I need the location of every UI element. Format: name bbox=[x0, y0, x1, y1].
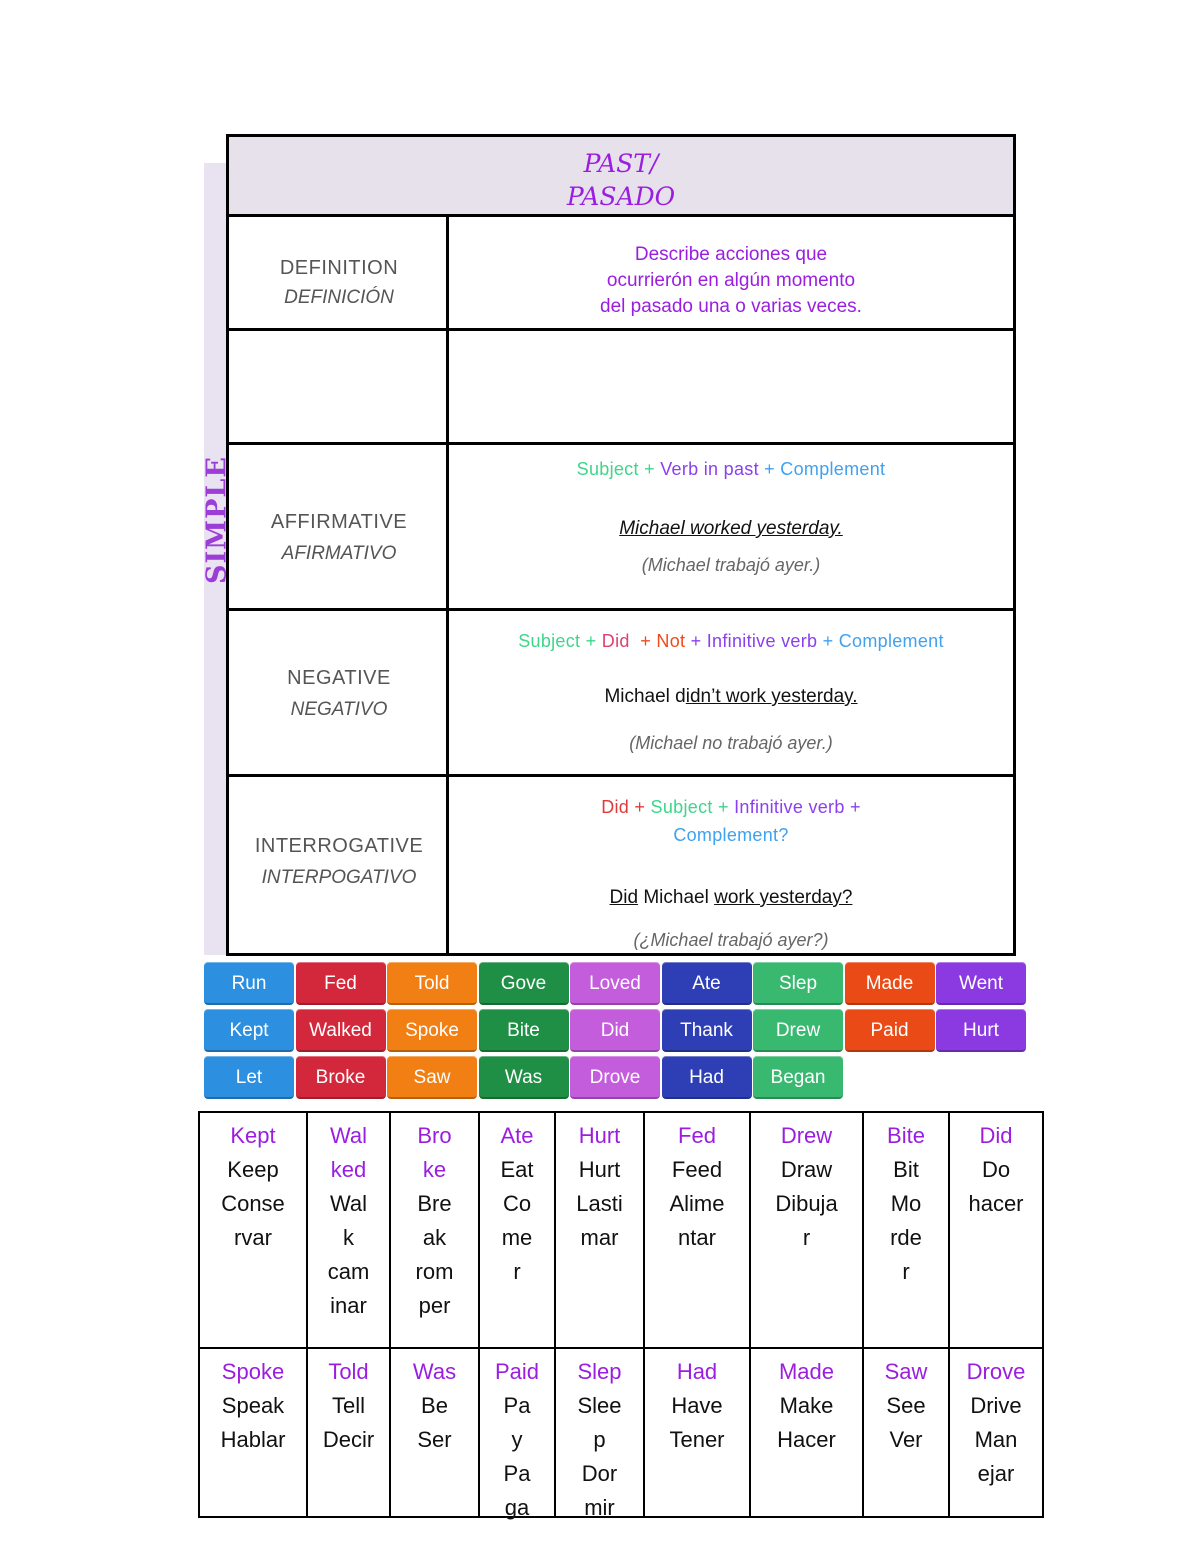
vocab-translation-line: inar bbox=[330, 1293, 367, 1318]
definition-row bbox=[229, 217, 1013, 331]
vocab-past-form: Hurt bbox=[578, 1123, 621, 1148]
vocab-past-form: Wal bbox=[329, 1123, 368, 1148]
formula-segment: Complement bbox=[780, 459, 886, 479]
affirmative-example: Michael worked yesterday. bbox=[619, 518, 843, 539]
vocab-translation-line: Slee bbox=[577, 1393, 622, 1418]
vocab-cell bbox=[556, 1349, 645, 1520]
vocab-translation-line: Alime bbox=[669, 1191, 725, 1216]
vocab-past-form: ke bbox=[422, 1157, 447, 1182]
vocab-translation-line: r bbox=[902, 1259, 910, 1284]
negative-text-cell bbox=[449, 611, 1013, 774]
verb-tile: Ate bbox=[662, 962, 752, 1005]
vocab-translation-line: Lasti bbox=[576, 1191, 623, 1216]
vocab-translation-line: Speak bbox=[221, 1393, 285, 1418]
definition-line-1: Describe acciones que bbox=[634, 244, 828, 265]
vocab-translation-line: Bre bbox=[417, 1191, 452, 1216]
formula-segment: Verb in past bbox=[660, 459, 759, 479]
negative-example-start: Michael d bbox=[604, 686, 686, 707]
vocab-translation-line: rde bbox=[890, 1225, 922, 1250]
definition-label-en: DEFINITION bbox=[279, 257, 399, 279]
vocab-past-form: Had bbox=[676, 1359, 718, 1384]
formula-segment: + bbox=[817, 631, 839, 651]
verb-tile: Told bbox=[387, 962, 477, 1005]
vocab-translation-line: r bbox=[513, 1259, 521, 1284]
vocab-cell bbox=[751, 1113, 864, 1347]
formula-segment: + bbox=[638, 459, 661, 479]
vocab-row-1 bbox=[200, 1113, 1042, 1349]
interrogative-label-cell bbox=[229, 777, 449, 953]
verb-tile: Kept bbox=[204, 1009, 294, 1052]
vocab-cell bbox=[200, 1113, 308, 1347]
empty-row bbox=[229, 331, 1013, 445]
verb-tile: Paid bbox=[845, 1009, 935, 1052]
formula-segment: + bbox=[712, 797, 735, 817]
formula-segment: + bbox=[758, 459, 781, 479]
vocab-cell bbox=[645, 1113, 751, 1347]
formula-segment: Subject bbox=[576, 459, 639, 479]
vocabulary-table bbox=[198, 1111, 1044, 1518]
vocab-translation-line: Have bbox=[671, 1393, 723, 1418]
affirmative-formula bbox=[449, 459, 1013, 480]
vocab-translation-line: hacer bbox=[968, 1191, 1024, 1216]
grammar-table bbox=[226, 134, 1016, 956]
verb-tile: Broke bbox=[296, 1056, 386, 1099]
negative-translation: (Michael no trabajó ayer.) bbox=[629, 733, 833, 753]
formula-segment: Infinitive verb bbox=[734, 797, 845, 817]
side-label-text: SIMPLE bbox=[201, 456, 233, 584]
definition-line-2: ocurrierón en algún momento bbox=[606, 270, 856, 291]
vocab-translation-line: k bbox=[343, 1225, 354, 1250]
vocab-translation-line: Wal bbox=[329, 1191, 368, 1216]
vocab-row-2 bbox=[200, 1349, 1042, 1520]
formula-segment: Complement bbox=[838, 631, 944, 651]
formula-segment: + bbox=[629, 797, 651, 817]
negative-example bbox=[449, 686, 1013, 708]
vocab-translation-line: Ser bbox=[417, 1427, 452, 1452]
vocab-translation-line: ejar bbox=[977, 1461, 1015, 1486]
formula-segment: + bbox=[685, 631, 707, 651]
vocab-cell bbox=[950, 1349, 1042, 1516]
empty-text-cell bbox=[449, 331, 1013, 442]
verb-tile: Had bbox=[662, 1056, 752, 1099]
vocab-translation-line: me bbox=[501, 1225, 533, 1250]
verb-tile: Loved bbox=[570, 962, 660, 1005]
vocab-translation-line: Pa bbox=[503, 1393, 531, 1418]
interrogative-translation: (¿Michael trabajó ayer?) bbox=[633, 930, 829, 950]
verb-tile: Walked bbox=[296, 1009, 386, 1052]
vocab-cell bbox=[480, 1349, 556, 1520]
vocab-cell bbox=[556, 1113, 645, 1347]
verb-tile: Let bbox=[204, 1056, 294, 1099]
vocab-past-form: Drew bbox=[780, 1123, 833, 1148]
vocab-past-form: Bite bbox=[887, 1123, 925, 1148]
vocab-translation-line: Pa bbox=[503, 1461, 531, 1486]
formula-segment: Subject bbox=[650, 797, 713, 817]
vocab-translation-line: Draw bbox=[780, 1157, 833, 1182]
vocab-translation-line: Ver bbox=[889, 1427, 923, 1452]
vocab-translation-line: rvar bbox=[234, 1225, 272, 1250]
vocab-past-form: Paid bbox=[494, 1359, 540, 1384]
interrogative-example-did: Did bbox=[609, 887, 639, 908]
vocab-translation-line: Eat bbox=[500, 1157, 534, 1182]
vocab-translation-line: cam bbox=[327, 1259, 370, 1284]
affirmative-row bbox=[229, 445, 1013, 611]
vocab-translation-line: Feed bbox=[671, 1157, 723, 1182]
verb-tile: Began bbox=[753, 1056, 843, 1099]
vocab-past-form: Spoke bbox=[221, 1359, 285, 1384]
verb-tile: Fed bbox=[296, 962, 386, 1005]
verb-tile: Bite bbox=[479, 1009, 569, 1052]
vocab-translation-line: mar bbox=[580, 1225, 619, 1250]
table-header bbox=[229, 137, 1013, 217]
vocab-translation-line: mir bbox=[584, 1495, 615, 1520]
vocab-translation-line: Mo bbox=[890, 1191, 922, 1216]
negative-label-en: NEGATIVE bbox=[287, 667, 391, 689]
affirmative-label-es: AFIRMATIVO bbox=[281, 543, 397, 564]
verb-tile: Did bbox=[570, 1009, 660, 1052]
vocab-translation-line: Keep bbox=[227, 1157, 279, 1182]
vocab-past-form: Was bbox=[412, 1359, 457, 1384]
vocab-translation-line: y bbox=[511, 1427, 523, 1452]
vocab-cell bbox=[480, 1113, 556, 1347]
vocab-translation-line: rom bbox=[415, 1259, 454, 1284]
vocab-translation-line: Drive bbox=[970, 1393, 1022, 1418]
verb-tile: Gove bbox=[479, 962, 569, 1005]
vocab-translation-line: Bit bbox=[893, 1157, 919, 1182]
verb-tile: Spoke bbox=[387, 1009, 477, 1052]
vocab-translation-line: Hacer bbox=[777, 1427, 836, 1452]
verb-tile: Run bbox=[204, 962, 294, 1005]
vocab-past-form: ked bbox=[330, 1157, 367, 1182]
verb-tile: Went bbox=[936, 962, 1026, 1005]
vocab-cell bbox=[391, 1113, 480, 1347]
negative-row bbox=[229, 611, 1013, 777]
vocab-past-form: Fed bbox=[678, 1123, 716, 1148]
vocab-past-form: Told bbox=[328, 1359, 369, 1384]
vocab-translation-line: Dor bbox=[581, 1461, 618, 1486]
vocab-translation-line: Decir bbox=[322, 1427, 375, 1452]
vocab-translation-line: r bbox=[802, 1225, 811, 1250]
vocab-cell bbox=[751, 1349, 864, 1516]
vocab-cell bbox=[645, 1349, 751, 1516]
vocab-translation-line: Hurt bbox=[578, 1157, 621, 1182]
vocab-translation-line: p bbox=[593, 1427, 606, 1452]
verb-tile: Thank bbox=[662, 1009, 752, 1052]
vocab-translation-line: Conse bbox=[221, 1191, 285, 1216]
verb-tile: Drew bbox=[753, 1009, 843, 1052]
vocab-cell bbox=[864, 1349, 950, 1516]
vocab-translation-line: ak bbox=[422, 1225, 447, 1250]
negative-example-underlined: idn’t work yesterday. bbox=[685, 686, 858, 707]
formula-segment: Not bbox=[656, 631, 686, 651]
negative-label-cell bbox=[229, 611, 449, 774]
interrogative-text-cell bbox=[449, 777, 1013, 953]
vocab-past-form: Did bbox=[979, 1123, 1013, 1148]
verb-tile: Made bbox=[845, 962, 935, 1005]
vocab-translation-line: See bbox=[886, 1393, 926, 1418]
interrogative-formula-line-1 bbox=[449, 797, 1013, 818]
vocab-translation-line: Tener bbox=[669, 1427, 725, 1452]
vocab-past-form: Saw bbox=[884, 1359, 928, 1384]
vocab-past-form: Bro bbox=[417, 1123, 452, 1148]
vocab-translation-line: Make bbox=[779, 1393, 834, 1418]
vocab-translation-line: per bbox=[418, 1293, 451, 1318]
affirmative-label-cell bbox=[229, 445, 449, 608]
vocab-cell bbox=[308, 1349, 391, 1516]
vocab-cell bbox=[391, 1349, 480, 1516]
interrogative-example bbox=[449, 887, 1013, 909]
formula-segment: + bbox=[629, 631, 657, 651]
vocab-translation-line: ntar bbox=[678, 1225, 716, 1250]
definition-label-es: DEFINICIÓN bbox=[284, 287, 394, 308]
interrogative-label-en: INTERROGATIVE bbox=[254, 835, 424, 857]
definition-label-cell bbox=[229, 217, 449, 328]
formula-segment: Infinitive verb bbox=[706, 631, 818, 651]
interrogative-example-mid: Michael bbox=[638, 887, 715, 908]
header-line-1: PAST/ bbox=[583, 149, 659, 178]
vocab-translation-line: Tell bbox=[331, 1393, 365, 1418]
formula-segment: Did bbox=[601, 631, 630, 651]
interrogative-row bbox=[229, 777, 1013, 953]
formula-segment: Did bbox=[601, 797, 630, 817]
definition-text-cell bbox=[449, 217, 1013, 328]
vocab-translation-line: ga bbox=[504, 1495, 530, 1520]
vocab-translation-line: Man bbox=[974, 1427, 1018, 1452]
negative-label-es: NEGATIVO bbox=[290, 699, 388, 720]
affirmative-label-en: AFFIRMATIVE bbox=[270, 511, 408, 533]
header-line-2: PASADO bbox=[566, 182, 676, 211]
vocab-translation-line: Hablar bbox=[220, 1427, 286, 1452]
interrogative-label-es: INTERPOGATIVO bbox=[261, 867, 417, 888]
negative-formula bbox=[449, 631, 1013, 652]
formula-segment: Subject bbox=[518, 631, 581, 651]
vocab-cell bbox=[864, 1113, 950, 1347]
vocab-cell bbox=[308, 1113, 391, 1347]
interrogative-formula-line-2: Complement? bbox=[673, 825, 789, 845]
verb-tile: Slep bbox=[753, 962, 843, 1005]
formula-segment: + bbox=[844, 797, 861, 817]
verb-tile: Hurt bbox=[936, 1009, 1026, 1052]
vocab-translation-line: Do bbox=[981, 1157, 1011, 1182]
interrogative-example-rest: work yesterday? bbox=[714, 887, 853, 908]
formula-segment: + bbox=[580, 631, 602, 651]
vocab-translation-line: Be bbox=[421, 1393, 448, 1418]
verb-tile: Was bbox=[479, 1056, 569, 1099]
vocab-past-form: Made bbox=[778, 1359, 835, 1384]
verb-tile: Drove bbox=[570, 1056, 660, 1099]
vocab-translation-line: Dibuja bbox=[775, 1191, 838, 1216]
verb-tile: Saw bbox=[387, 1056, 477, 1099]
vocab-past-form: Ate bbox=[500, 1123, 534, 1148]
vocab-cell bbox=[950, 1113, 1042, 1347]
vocab-past-form: Kept bbox=[230, 1123, 276, 1148]
definition-line-3: del pasado una o varias veces. bbox=[600, 296, 862, 317]
affirmative-text-cell bbox=[449, 445, 1013, 608]
affirmative-translation: (Michael trabajó ayer.) bbox=[641, 555, 821, 575]
empty-label-cell bbox=[229, 331, 449, 442]
vocab-past-form: Slep bbox=[577, 1359, 622, 1384]
vocab-past-form: Drove bbox=[966, 1359, 1026, 1384]
vocab-cell bbox=[200, 1349, 308, 1516]
vocab-translation-line: Co bbox=[502, 1191, 532, 1216]
